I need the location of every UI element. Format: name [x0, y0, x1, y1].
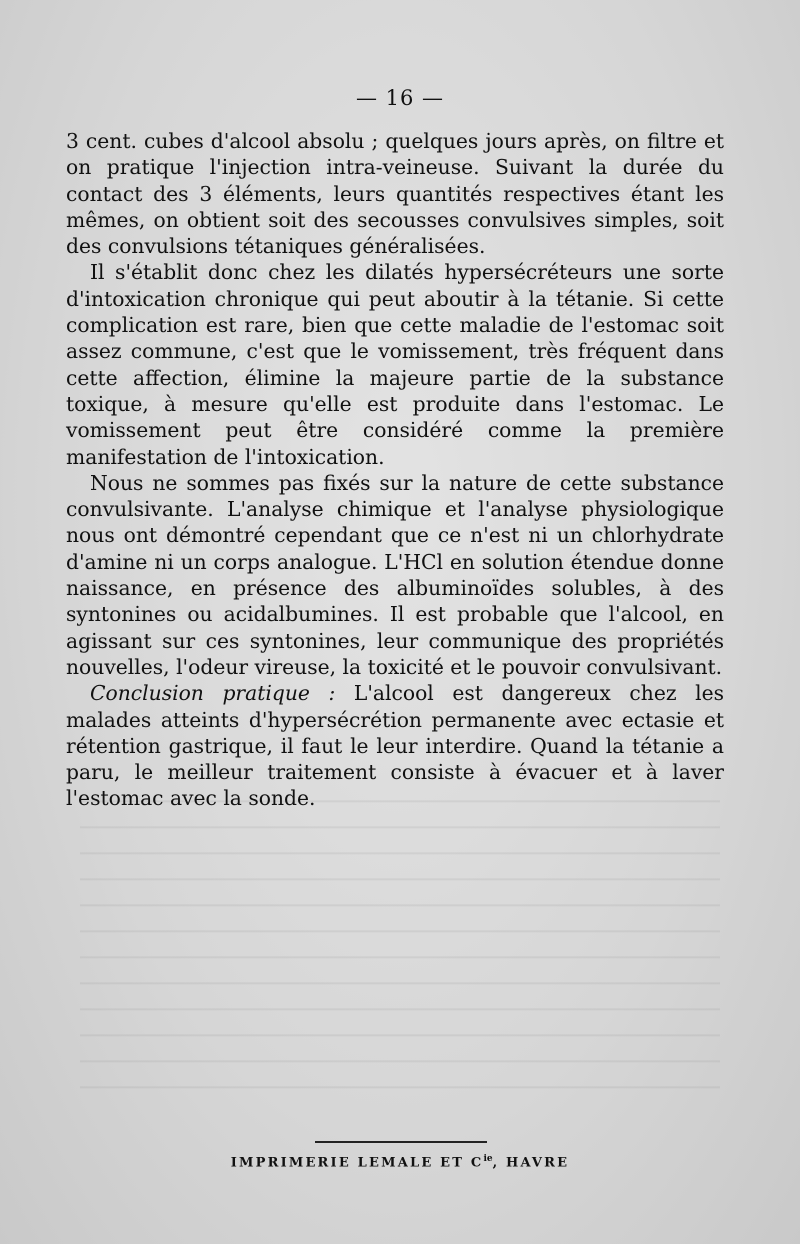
paragraph-3: Nous ne sommes pas fixés sur la nature de cette substance convulsivante. L'analyse chimique et l'analyse physiologique nous ont démontré cependant que ce n'est ni un chlorhydrate d'amine ni un corps analogue. L'HCl en solution étendue donne naissance, en présence des albuminoïdes solubles, à des syntonines ou acidalbumines. Il est probable que l'alcool, en agissant sur ces syntonines, leur communique des propriétés nouvelles, l'odeur vireuse, la toxicité et le pouvoir convulsivant.: [66, 470, 724, 679]
imprint-rule: [315, 1141, 487, 1143]
conclusion-lead: Conclusion pratique :: [90, 681, 336, 706]
bleed-through-texture: [80, 780, 720, 1100]
printer-name-sup: ie: [483, 1154, 493, 1164]
page-number: — 16 —: [355, 86, 445, 110]
paragraph-4: [66, 680, 724, 811]
paragraph-1: 3 cent. cubes d'alcool absolu ; quelques jours après, on filtre et on pratique l'injection intra-veineuse. Suivant la durée du contact des 3 éléments, leurs quantités respectives étant les mêmes, on obtient soit des secousses convulsives simples, soit des convulsions tétaniques généralisées.: [66, 129, 724, 259]
conclusion-text: L'alcool est dangereux chez les malades atteints d'hypersécrétion permanente avec ectasie et rétention gastrique, il faut le leur interdire. Quand la tétanie a paru, le meilleur traitement consiste à évacuer et à laver l'estomac avec la sonde.: [66, 681, 724, 811]
paragraph-2: Il s'établit donc chez les dilatés hypersécréteurs une sorte d'intoxication chronique qui peut aboutir à la tétanie. Si cette complication est rare, bien que cette maladie de l'estomac soit assez commune, c'est que le vomissement, très fréquent dans cette affection, élimine la majeure partie de la substance toxique, à mesure qu'elle est produite dans l'estomac. Le vomissement peut être considéré comme la première manifestation de l'intoxication.: [66, 260, 724, 469]
printer-city: , HAVRE: [492, 1155, 570, 1171]
printer-imprint: [0, 1154, 800, 1170]
body-text: [66, 128, 724, 812]
printer-name: IMPRIMERIE LEMALE ET C: [230, 1155, 484, 1171]
